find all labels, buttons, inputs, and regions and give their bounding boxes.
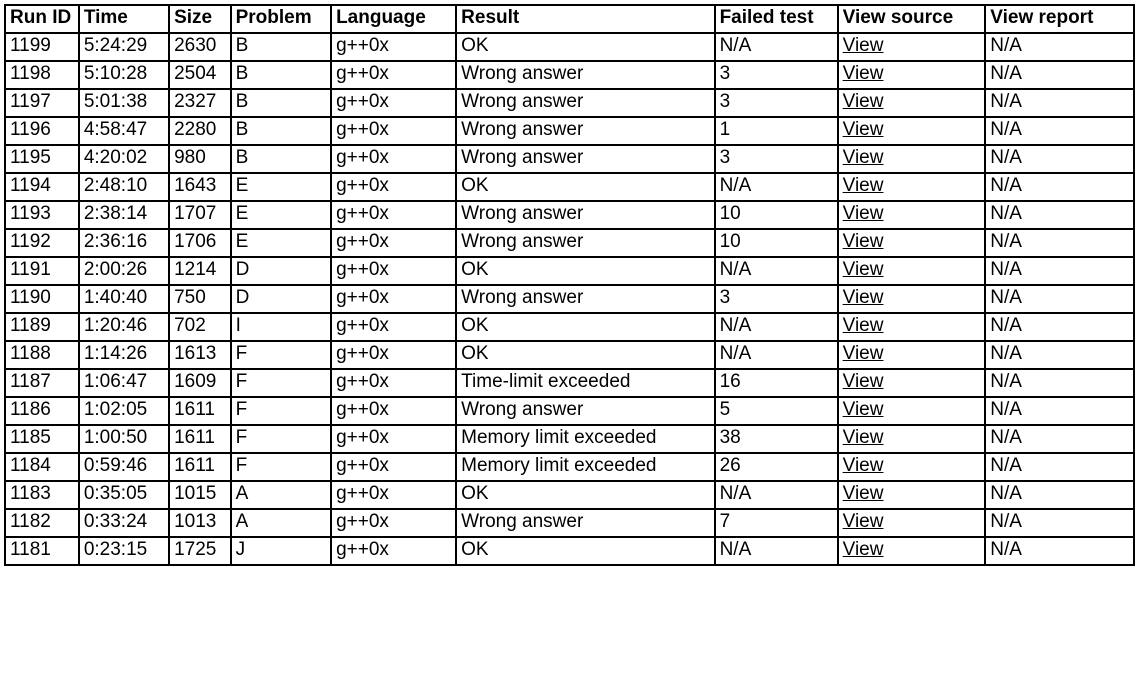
cell-failed-test: N/A [715,537,838,565]
cell-view-source[interactable] [838,425,986,453]
view-source-link[interactable]: View [842,203,884,224]
view-source-link[interactable]: View [842,259,884,280]
cell-size: 702 [169,313,231,341]
cell-run-id: 1187 [5,369,79,397]
cell-view-source[interactable] [838,201,986,229]
table-row [5,509,1134,537]
view-source-link[interactable]: View [842,343,884,364]
cell-view-source[interactable] [838,173,986,201]
cell-result: Wrong answer [456,509,714,537]
cell-view-source[interactable] [838,89,986,117]
table-row [5,89,1134,117]
cell-size: 1613 [169,341,231,369]
view-source-link[interactable]: View [842,63,884,84]
table-row [5,145,1134,173]
column-header-view-source: View source [838,5,986,33]
cell-language: g++0x [331,425,456,453]
cell-time: 1:20:46 [79,313,169,341]
cell-run-id: 1185 [5,425,79,453]
cell-size: 1643 [169,173,231,201]
cell-view-source[interactable] [838,313,986,341]
cell-view-source[interactable] [838,397,986,425]
cell-problem: F [231,397,331,425]
view-source-link[interactable]: View [842,371,884,392]
cell-time: 0:59:46 [79,453,169,481]
view-source-link[interactable]: View [842,315,884,336]
column-header-language: Language [331,5,456,33]
cell-size: 1015 [169,481,231,509]
column-header-failed-test: Failed test [715,5,838,33]
cell-result: Wrong answer [456,397,714,425]
cell-failed-test: 7 [715,509,838,537]
cell-problem: B [231,117,331,145]
table-row [5,117,1134,145]
cell-time: 5:10:28 [79,61,169,89]
cell-result: Wrong answer [456,61,714,89]
column-header-size: Size [169,5,231,33]
cell-result: Wrong answer [456,229,714,257]
cell-view-source[interactable] [838,341,986,369]
view-source-link[interactable]: View [842,231,884,252]
cell-view-report: N/A [985,173,1134,201]
cell-size: 2504 [169,61,231,89]
cell-problem: E [231,229,331,257]
cell-language: g++0x [331,397,456,425]
cell-run-id: 1183 [5,481,79,509]
cell-language: g++0x [331,117,456,145]
cell-problem: B [231,145,331,173]
cell-language: g++0x [331,481,456,509]
cell-problem: F [231,369,331,397]
cell-view-report: N/A [985,145,1134,173]
cell-view-report: N/A [985,229,1134,257]
cell-run-id: 1194 [5,173,79,201]
cell-run-id: 1191 [5,257,79,285]
cell-view-report: N/A [985,425,1134,453]
cell-view-source[interactable] [838,481,986,509]
cell-view-source[interactable] [838,509,986,537]
cell-problem: A [231,481,331,509]
cell-view-source[interactable] [838,285,986,313]
cell-result: OK [456,33,714,61]
cell-view-source[interactable] [838,61,986,89]
cell-result: OK [456,341,714,369]
cell-failed-test: 3 [715,285,838,313]
cell-time: 1:02:05 [79,397,169,425]
cell-view-source[interactable] [838,537,986,565]
table-header [5,5,1134,33]
cell-problem: B [231,61,331,89]
cell-run-id: 1198 [5,61,79,89]
cell-view-source[interactable] [838,257,986,285]
cell-failed-test: 3 [715,89,838,117]
cell-problem: J [231,537,331,565]
cell-size: 1013 [169,509,231,537]
cell-problem: A [231,509,331,537]
cell-language: g++0x [331,173,456,201]
cell-result: OK [456,257,714,285]
cell-failed-test: N/A [715,313,838,341]
cell-time: 2:00:26 [79,257,169,285]
cell-time: 1:06:47 [79,369,169,397]
view-source-link[interactable]: View [842,147,884,168]
cell-failed-test: 3 [715,61,838,89]
cell-size: 750 [169,285,231,313]
cell-problem: B [231,33,331,61]
cell-size: 1611 [169,425,231,453]
cell-size: 1707 [169,201,231,229]
table-row [5,425,1134,453]
cell-view-report: N/A [985,537,1134,565]
submission-runs-table [4,4,1135,566]
cell-language: g++0x [331,89,456,117]
table-row [5,481,1134,509]
cell-failed-test: N/A [715,33,838,61]
table-row [5,397,1134,425]
cell-run-id: 1195 [5,145,79,173]
cell-run-id: 1192 [5,229,79,257]
cell-time: 0:33:24 [79,509,169,537]
view-source-link[interactable]: View [842,287,884,308]
view-source-link[interactable]: View [842,511,884,532]
column-header-time: Time [79,5,169,33]
cell-run-id: 1199 [5,33,79,61]
cell-view-report: N/A [985,313,1134,341]
cell-result: OK [456,481,714,509]
cell-problem: B [231,89,331,117]
table-body [5,33,1134,565]
cell-run-id: 1182 [5,509,79,537]
cell-time: 2:38:14 [79,201,169,229]
cell-run-id: 1181 [5,537,79,565]
cell-time: 5:01:38 [79,89,169,117]
cell-failed-test: 16 [715,369,838,397]
cell-result: Memory limit exceeded [456,425,714,453]
view-source-link[interactable]: View [842,175,884,196]
cell-time: 4:20:02 [79,145,169,173]
cell-view-report: N/A [985,117,1134,145]
cell-size: 2630 [169,33,231,61]
column-header-result: Result [456,5,714,33]
cell-result: Memory limit exceeded [456,453,714,481]
cell-language: g++0x [331,257,456,285]
cell-language: g++0x [331,229,456,257]
view-source-link[interactable]: View [842,539,884,560]
cell-size: 1725 [169,537,231,565]
cell-view-report: N/A [985,61,1134,89]
cell-view-report: N/A [985,285,1134,313]
cell-run-id: 1196 [5,117,79,145]
view-source-link[interactable]: View [842,483,884,504]
view-source-link[interactable]: View [842,119,884,140]
table-row [5,313,1134,341]
cell-failed-test: 10 [715,229,838,257]
cell-view-report: N/A [985,341,1134,369]
cell-view-source[interactable] [838,117,986,145]
cell-failed-test: N/A [715,257,838,285]
cell-run-id: 1190 [5,285,79,313]
cell-time: 1:00:50 [79,425,169,453]
cell-result: Wrong answer [456,145,714,173]
cell-failed-test: 5 [715,397,838,425]
column-header-run-id: Run ID [5,5,79,33]
cell-size: 1611 [169,453,231,481]
cell-size: 2280 [169,117,231,145]
cell-time: 5:24:29 [79,33,169,61]
cell-result: OK [456,537,714,565]
cell-size: 1214 [169,257,231,285]
cell-language: g++0x [331,313,456,341]
cell-view-report: N/A [985,89,1134,117]
cell-failed-test: 38 [715,425,838,453]
cell-language: g++0x [331,369,456,397]
cell-view-report: N/A [985,481,1134,509]
cell-view-source[interactable] [838,145,986,173]
cell-language: g++0x [331,201,456,229]
cell-view-source[interactable] [838,453,986,481]
cell-language: g++0x [331,145,456,173]
cell-problem: E [231,201,331,229]
cell-view-report: N/A [985,201,1134,229]
cell-view-report: N/A [985,453,1134,481]
cell-language: g++0x [331,453,456,481]
cell-time: 0:23:15 [79,537,169,565]
cell-result: Time-limit exceeded [456,369,714,397]
cell-run-id: 1193 [5,201,79,229]
cell-language: g++0x [331,33,456,61]
table-row [5,173,1134,201]
cell-language: g++0x [331,285,456,313]
cell-size: 980 [169,145,231,173]
cell-failed-test: N/A [715,173,838,201]
cell-problem: F [231,341,331,369]
table-row [5,201,1134,229]
cell-run-id: 1188 [5,341,79,369]
table-row [5,285,1134,313]
table-row [5,257,1134,285]
table-row [5,537,1134,565]
cell-result: OK [456,313,714,341]
cell-view-report: N/A [985,509,1134,537]
table-header-row [5,5,1134,33]
cell-result: Wrong answer [456,89,714,117]
cell-problem: D [231,285,331,313]
cell-result: Wrong answer [456,201,714,229]
cell-size: 1611 [169,397,231,425]
cell-view-report: N/A [985,397,1134,425]
cell-result: Wrong answer [456,117,714,145]
cell-size: 2327 [169,89,231,117]
cell-result: Wrong answer [456,285,714,313]
cell-view-source[interactable] [838,369,986,397]
cell-failed-test: N/A [715,481,838,509]
cell-run-id: 1184 [5,453,79,481]
cell-language: g++0x [331,341,456,369]
cell-failed-test: N/A [715,341,838,369]
cell-time: 2:48:10 [79,173,169,201]
table-row [5,341,1134,369]
cell-problem: I [231,313,331,341]
cell-failed-test: 3 [715,145,838,173]
table-row [5,61,1134,89]
cell-result: OK [456,173,714,201]
cell-failed-test: 26 [715,453,838,481]
cell-view-source[interactable] [838,229,986,257]
view-source-link[interactable]: View [842,91,884,112]
cell-problem: F [231,425,331,453]
cell-language: g++0x [331,537,456,565]
cell-view-report: N/A [985,369,1134,397]
cell-size: 1609 [169,369,231,397]
table-row [5,453,1134,481]
table-row [5,369,1134,397]
table-row [5,33,1134,61]
table-row [5,229,1134,257]
cell-time: 1:14:26 [79,341,169,369]
cell-language: g++0x [331,509,456,537]
cell-run-id: 1186 [5,397,79,425]
cell-time: 4:58:47 [79,117,169,145]
column-header-problem: Problem [231,5,331,33]
cell-failed-test: 10 [715,201,838,229]
cell-time: 0:35:05 [79,481,169,509]
view-source-link[interactable]: View [842,427,884,448]
column-header-view-report: View report [985,5,1134,33]
cell-problem: F [231,453,331,481]
cell-language: g++0x [331,61,456,89]
cell-time: 2:36:16 [79,229,169,257]
cell-failed-test: 1 [715,117,838,145]
cell-problem: E [231,173,331,201]
cell-size: 1706 [169,229,231,257]
view-source-link[interactable]: View [842,455,884,476]
cell-view-source[interactable] [838,33,986,61]
cell-problem: D [231,257,331,285]
cell-run-id: 1189 [5,313,79,341]
view-source-link[interactable]: View [842,35,884,56]
view-source-link[interactable]: View [842,399,884,420]
cell-time: 1:40:40 [79,285,169,313]
cell-view-report: N/A [985,257,1134,285]
cell-run-id: 1197 [5,89,79,117]
cell-view-report: N/A [985,33,1134,61]
